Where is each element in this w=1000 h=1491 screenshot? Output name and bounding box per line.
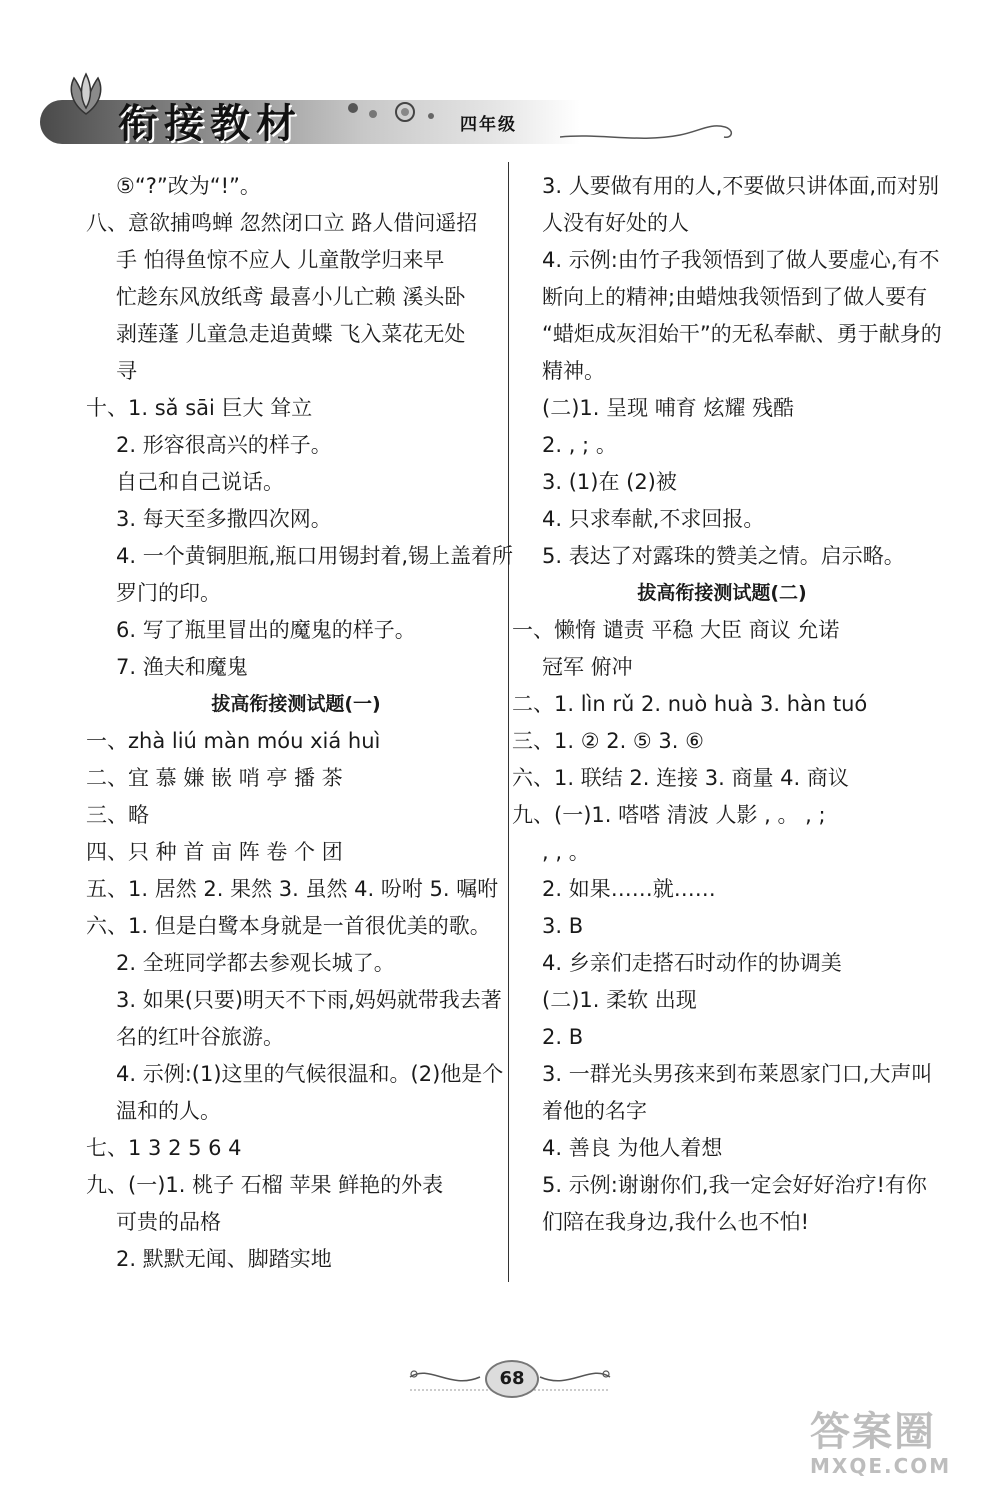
answer-line: 3. 人要做有用的人,不要做只讲体面,而对别 [542, 174, 940, 198]
page-footer [400, 1350, 620, 1410]
answer-line: ⑤“?”改为“!”。 [116, 174, 261, 198]
answer-line: 4. 乡亲们走搭石时动作的协调美 [542, 951, 842, 975]
decorative-dots [345, 100, 445, 130]
decorative-swirl [560, 115, 740, 155]
answer-line: 4. 示例:(1)这里的气候很温和。(2)他是个 [116, 1062, 504, 1086]
answer-line: 一、zhà liú màn móu xiá huì [86, 729, 381, 753]
answer-line: (二)1. 呈现 哺育 炫耀 残酷 [542, 396, 795, 420]
answer-line: 4. 只求奉献,不求回报。 [542, 507, 765, 531]
answer-line: 6. 写了瓶里冒出的魔鬼的样子。 [116, 618, 416, 642]
answer-line: 九、(一)1. 桃子 石榴 苹果 鲜艳的外表 [86, 1173, 444, 1197]
answer-line: 4. 示例:由竹子我领悟到了做人要虚心,有不 [542, 248, 940, 272]
right-column [512, 168, 942, 1241]
answer-line: 六、1. 但是白鹭本身就是一首很优美的歌。 [86, 914, 491, 938]
book-title: 衔接教材 [118, 100, 302, 147]
answer-line: 一、懒惰 谴责 平稳 大臣 商议 允诺 [512, 618, 840, 642]
answer-line: 5. 示例:谢谢你们,我一定会好好治疗!有你 [542, 1173, 927, 1197]
answer-line: 八、意欲捕鸣蝉 忽然闭口立 路人借问遥招 [86, 211, 478, 235]
answer-line: 温和的人。 [116, 1099, 221, 1123]
answer-line: 精神。 [542, 359, 605, 383]
answer-line: 人没有好处的人 [542, 211, 689, 235]
answer-line: 三、略 [86, 803, 149, 827]
answer-line: 3. 如果(只要)明天不下雨,妈妈就带我去著 [116, 988, 502, 1012]
answer-line: 冠军 俯冲 [542, 655, 633, 679]
answer-line: 2. 全班同学都去参观长城了。 [116, 951, 395, 975]
answer-line: “蜡炬成灰泪始干”的无私奉献、勇于献身的 [542, 322, 942, 346]
watermark-url: MXQE.COM [810, 1454, 952, 1478]
answer-line: 自己和自己说话。 [116, 470, 284, 494]
answer-line: 3. B [542, 914, 584, 938]
answer-line: 断向上的精神;由蜡烛我领悟到了做人要有 [542, 285, 928, 309]
answer-line: 寻 [116, 359, 137, 383]
answer-line: 着他的名字 [542, 1099, 647, 1123]
answer-line: 5. 表达了对露珠的赞美之情。启示略。 [542, 544, 905, 568]
answer-line: 四、只 种 首 亩 阵 卷 个 团 [86, 840, 343, 864]
answer-line: 们陪在我身边,我什么也不怕! [542, 1210, 810, 1234]
answer-line: 2. 形容很高兴的样子。 [116, 433, 332, 457]
answer-line: 2. 默默无闻、脚踏实地 [116, 1247, 332, 1271]
answer-line: (二)1. 柔软 出现 [542, 988, 697, 1012]
answer-line: 十、1. sǎ sāi 巨大 耸立 [86, 396, 313, 420]
answer-line: 4. 一个黄铜胆瓶,瓶口用锡封着,锡上盖着所 [116, 544, 514, 568]
answer-line: 罗门的印。 [116, 581, 221, 605]
lotus-icon [60, 68, 112, 120]
answer-line: 三、1. ② 2. ⑤ 3. ⑥ [512, 729, 704, 753]
answer-line: 手 怕得鱼惊不应人 儿童散学归来早 [116, 248, 445, 272]
answer-line: 可贵的品格 [116, 1210, 221, 1234]
left-column [86, 168, 514, 1278]
answer-line: , , 。 [542, 840, 590, 864]
answer-line: 4. 善良 为他人着想 [542, 1136, 723, 1160]
section-title: 拔高衔接测试题(二) [637, 582, 807, 604]
answer-line: 忙趁东风放纸鸢 最喜小儿亡赖 溪头卧 [116, 285, 466, 309]
answer-line: 3. (1)在 (2)被 [542, 470, 677, 494]
answer-line: 7. 渔夫和魔鬼 [116, 655, 248, 679]
answer-line: 五、1. 居然 2. 果然 3. 虽然 4. 吩咐 5. 嘱咐 [86, 877, 499, 901]
answer-line: 二、1. lìn rǔ 2. nuò huà 3. hàn tuó [512, 692, 868, 716]
page-header [0, 0, 1000, 160]
answer-line: 六、1. 联结 2. 连接 3. 商量 4. 商议 [512, 766, 849, 790]
watermark-logo-text: 答案圈 [810, 1409, 936, 1455]
answer-line: 2. B [542, 1025, 584, 1049]
site-watermark [810, 1410, 990, 1480]
page-number: 68 [485, 1360, 539, 1398]
section-title: 拔高衔接测试题(一) [211, 693, 381, 715]
answer-line: 七、1 3 2 5 6 4 [86, 1136, 242, 1160]
answer-line: 二、宜 慕 嫌 嵌 哨 亭 播 茶 [86, 766, 343, 790]
answer-line: 2. , ; 。 [542, 433, 617, 457]
column-divider [508, 162, 509, 1282]
answer-line: 3. 每天至多撒四次网。 [116, 507, 332, 531]
answer-line: 2. 如果……就…… [542, 877, 716, 901]
grade-label: 四年级 [460, 115, 517, 135]
answer-line: 名的红叶谷旅游。 [116, 1025, 284, 1049]
answer-line: 剥莲蓬 儿童急走追黄蝶 飞入菜花无处 [116, 322, 466, 346]
answer-line: 九、(一)1. 嗒嗒 清波 人影 , 。 , ; [512, 803, 826, 827]
answer-line: 3. 一群光头男孩来到布莱恩家门口,大声叫 [542, 1062, 933, 1086]
